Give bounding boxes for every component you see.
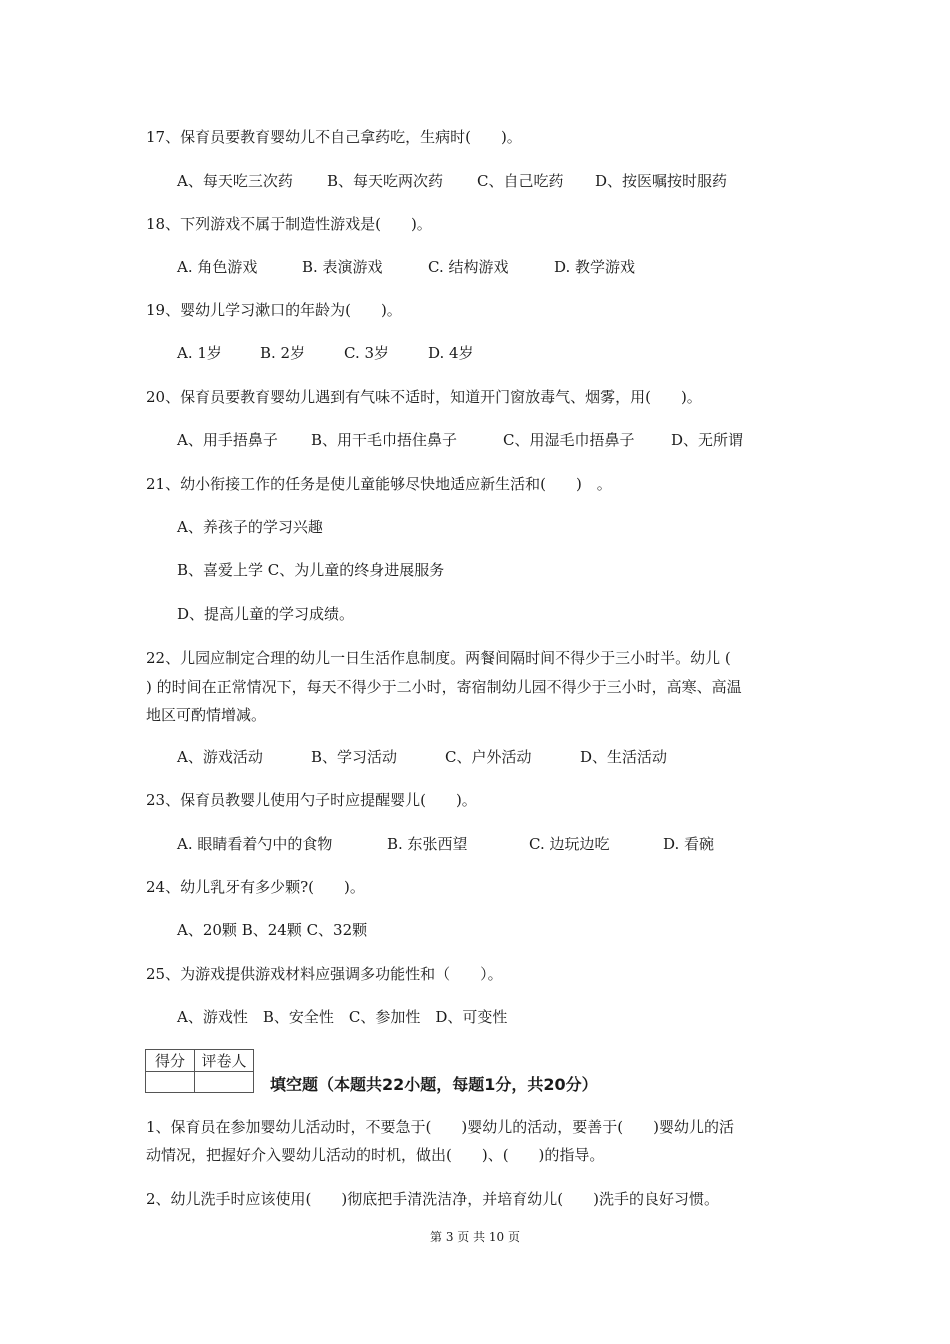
- question-17-options: [177, 171, 727, 191]
- question-19-options: [177, 343, 474, 363]
- question-21-option-line-1: A、养孩子的学习兴趣: [177, 518, 323, 536]
- option-b: B、用干毛巾捂住鼻子: [311, 431, 458, 449]
- option-c: C. 3岁: [344, 344, 390, 362]
- section-title: 填空题（本题共22小题，每题1分，共20分）: [270, 1075, 598, 1094]
- question-22-stem-line-3: 地区可酌情增减。: [146, 706, 267, 724]
- option-a: A. 眼睛看着勺中的食物: [177, 835, 333, 853]
- option-b: B. 表演游戏: [302, 258, 383, 276]
- option-c: C. 结构游戏: [428, 258, 509, 276]
- option-a: A. 角色游戏: [177, 258, 258, 276]
- score-box: [145, 1049, 254, 1093]
- page-footer: 第 3 页 共 10 页: [430, 1230, 520, 1244]
- question-21-option-line-3: D、提高儿童的学习成绩。: [177, 605, 355, 623]
- option-d: D. 看碗: [663, 835, 715, 853]
- option-d: D、按医嘱按时服药: [595, 172, 728, 190]
- fill-question-2: 2、幼儿洗手时应该使用( )彻底把手清洗洁净，并培育幼儿( )洗手的良好习惯。: [146, 1190, 719, 1208]
- score-label: 得分: [146, 1050, 195, 1072]
- question-19-stem: 19、婴幼儿学习漱口的年龄为( )。: [146, 301, 402, 319]
- question-25-options: A、游戏性 B、安全性 C、参加性 D、可变性: [177, 1008, 508, 1026]
- option-b: B、学习活动: [311, 748, 398, 766]
- score-cell: [146, 1072, 195, 1093]
- fill-question-1-line-2: 动情况，把握好介入婴幼儿活动的时机，做出( )、( )的指导。: [146, 1146, 605, 1164]
- question-24-options: A、20颗 B、24颗 C、32颗: [177, 921, 368, 939]
- option-c: C、户外活动: [445, 748, 532, 766]
- option-d: D. 4岁: [428, 344, 474, 362]
- question-22-options: [177, 747, 667, 767]
- grader-cell: [195, 1072, 254, 1093]
- option-a: A、游戏活动: [177, 748, 263, 766]
- question-23-stem: 23、保育员教婴儿使用勺子时应提醒婴儿( )。: [146, 791, 477, 809]
- option-d: D、生活活动: [580, 748, 668, 766]
- question-25-stem: 25、为游戏提供游戏材料应强调多功能性和（ ）。: [146, 965, 503, 983]
- option-d: D、无所谓: [671, 431, 744, 449]
- option-a: A. 1岁: [177, 344, 222, 362]
- question-24-stem: 24、幼儿乳牙有多少颗?( )。: [146, 878, 365, 896]
- question-23-options: [177, 834, 714, 854]
- option-b: B、每天吃两次药: [327, 172, 444, 190]
- option-c: C. 边玩边吃: [529, 835, 610, 853]
- question-18-stem: 18、下列游戏不属于制造性游戏是( )。: [146, 215, 432, 233]
- question-20-stem: 20、保育员要教育婴幼儿遇到有气味不适时，知道开门窗放毒气、烟雾，用( )。: [146, 388, 702, 406]
- option-a: A、用手捂鼻子: [177, 431, 278, 449]
- option-c: C、自己吃药: [477, 172, 564, 190]
- option-d: D. 教学游戏: [554, 258, 636, 276]
- question-21-stem: 21、幼小衔接工作的任务是使儿童能够尽快地适应新生活和( ) 。: [146, 475, 612, 493]
- option-b: B. 2岁: [260, 344, 306, 362]
- grader-label: 评卷人: [195, 1050, 254, 1072]
- option-a: A、每天吃三次药: [177, 172, 293, 190]
- fill-question-1-line-1: 1、保育员在参加婴幼儿活动时，不要急于( )婴幼儿的活动，要善于( )婴幼儿的活: [146, 1118, 734, 1136]
- question-22-stem-line-1: 22、儿园应制定合理的幼儿一日生活作息制度。两餐间隔时间不得少于三小时半。幼儿 (: [146, 649, 731, 667]
- question-22-stem-line-2: ) 的时间在正常情况下，每天不得少于二小时，寄宿制幼儿园不得少于三小时，高寒、高温: [146, 678, 742, 696]
- question-20-options: [177, 430, 743, 450]
- option-b: B. 东张西望: [387, 835, 468, 853]
- question-21-option-line-2: B、喜爱上学 C、为儿童的终身进展服务: [177, 561, 445, 579]
- option-c: C、用湿毛巾捂鼻子: [503, 431, 635, 449]
- question-17-stem: 17、保育员要教育婴幼儿不自己拿药吃，生病时( )。: [146, 128, 522, 146]
- question-18-options: [177, 257, 635, 277]
